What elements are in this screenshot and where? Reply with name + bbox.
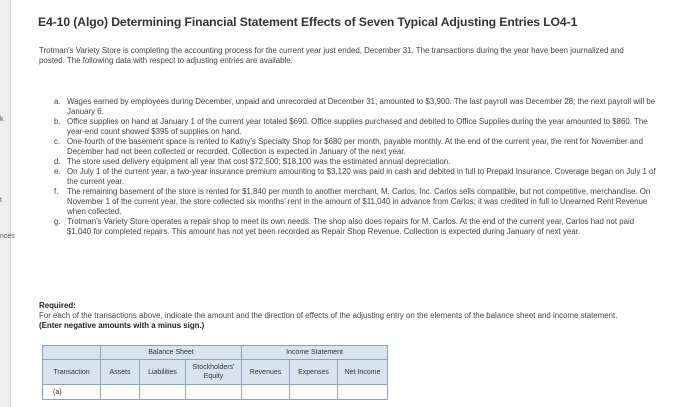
left-sidebar-strip [0,0,15,407]
liabilities-column-header: Liabilities [140,360,186,385]
required-heading: Required: [39,301,76,310]
balance-sheet-header: Balance Sheet [101,346,242,360]
table-row [43,385,388,400]
required-instructions: For each of the transactions above, indicate the amount and the direction of effects of the adjusting entry on the elements of the balance sheet and income statement. [39,311,618,320]
revenues-input[interactable] [242,385,290,400]
item-text: Wages earned by employees during December, unpaid and unrecorded at December 31, amounted to $3,900. The last payroll was December 28; the next payroll will be January 6. [67,97,656,116]
item-text: Trotman's Variety Store operates a repair shop to meet its own needs. The shop also does repairs for M. Carlos. At the end of the current year, Carlos had not paid $1,040 for completed repairs. This amount has not yet been recorded as Repair Shop Revenue. Collection is expected during January of next year. [67,217,635,236]
transaction-label: (a) [43,385,101,400]
required-section [39,301,639,331]
problem-panel [24,0,684,407]
stockholders-equity-column-header: Stockholders' Equity [186,360,242,385]
item-letter: c. [54,137,61,146]
net-income-input[interactable] [338,385,388,400]
list-item [54,187,656,217]
problem-title: E4-10 (Algo) Determining Financial Statement Effects of Seven Typical Adjusting Entries LO4-1 [38,15,578,29]
net-income-column-header: Net Income [338,360,388,385]
table-corner [43,346,101,360]
list-item [54,117,656,137]
stockholders-equity-input[interactable] [186,385,242,400]
list-item [54,167,656,187]
item-text: One-fourth of the basement space is rented to Kathy's Specialty Shop for $680 per month, payable monthly. At the end of the current year, the rent for November and December had not been collected or recorded. Collection is expected in January of the next year. [67,137,643,156]
problem-intro: Trotman's Variety Store is completing the accounting process for the current year just ended, December 31. The transactions during the year have been journalized and posted. The following data with respect to adjusting entries are available: [39,46,624,65]
assets-input[interactable] [101,385,140,400]
item-text: The store used delivery equipment all year that cost $72,500; $18,100 was the estimated annual depreciation. [67,157,451,166]
revenues-column-header: Revenues [242,360,290,385]
assets-column-header: Assets [101,360,140,385]
expenses-column-header: Expenses [290,360,338,385]
list-item [54,217,656,237]
item-letter: f. [54,187,59,196]
item-letter: a. [54,97,61,106]
list-item [54,157,656,167]
expenses-input[interactable] [290,385,338,400]
item-letter: e. [54,167,61,176]
income-statement-header: Income Statement [242,346,388,360]
effects-table [42,345,388,400]
list-item [54,97,656,117]
transaction-column-header: Transaction [43,360,101,385]
sidebar-label[interactable]: nces [0,233,15,240]
adjusting-entries-list [54,97,656,237]
liabilities-input[interactable] [140,385,186,400]
list-item [54,137,656,157]
item-letter: g. [54,217,61,226]
item-text: On July 1 of the current year, a two-year insurance premium amounting to $3,120 was paid in cash and debited in full to Prepaid Insurance. Coverage began on July 1 of the current year. [67,167,656,186]
item-text: Office supplies on hand at January 1 of the current year totaled $690. Office supplies purchased and debited to Office Supplies during the year amounted to $860. The year-end count showed $395 of supplies on hand. [67,117,648,136]
item-text: The remaining basement of the store is rented for $1,840 per month to another merchant, M. Carlos, Inc. Carlos sells compatible, but not competitive, merchandise. On November 1 of the current year, the store collected six months' rent in the amount of $11,040 in advance from Carlos; it was credited in full to Unearned Rent Revenue when collected. [67,187,651,216]
sidebar-label[interactable]: t [0,197,2,204]
item-letter: d. [54,157,61,166]
required-note: (Enter negative amounts with a minus sign.) [39,321,205,330]
sidebar-label[interactable]: k [0,116,4,123]
item-letter: b. [54,117,61,126]
